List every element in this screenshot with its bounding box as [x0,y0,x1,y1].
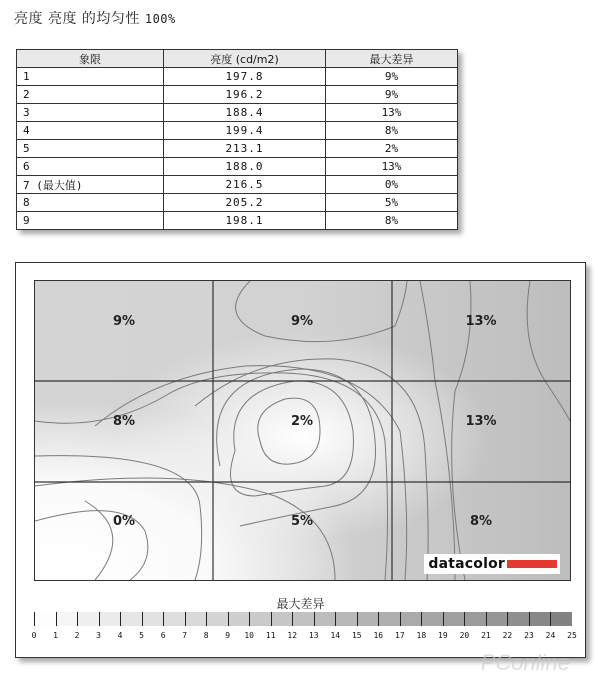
legend-tick: 11 [265,631,276,640]
legend-swatch [271,612,293,626]
legend-tick: 23 [524,631,534,640]
legend-tick: 9 [225,631,231,640]
cell-quadrant: 7 (最大值) [17,176,164,194]
col-header-luminance: 亮度 (cd/m2) [164,50,326,68]
table-row [17,68,458,86]
col-header-max-diff: 最大差异 [326,50,458,68]
quadrant-4-label: 8% [112,414,136,429]
col-header-quadrant: 象限 [17,50,164,68]
cell-quadrant: 1 [17,68,164,86]
quadrant-9-label: 8% [469,514,493,529]
legend-tick: 12 [287,631,298,640]
legend-tick: 18 [416,631,427,640]
legend-tick: 1 [53,631,58,640]
cell-max-diff: 13% [326,158,458,176]
cell-quadrant: 5 [17,140,164,158]
legend-swatch [400,612,422,626]
quadrant-8-label: 5% [290,514,314,529]
legend-swatch [77,612,99,626]
table-row [17,176,458,194]
legend-swatch [249,612,271,626]
legend-tick: 3 [96,631,101,640]
table-row [17,212,458,230]
logo-text: datacolor [428,556,505,572]
table-row [17,194,458,212]
quadrant-2-label: 9% [290,314,314,329]
legend-swatch [464,612,486,626]
cell-luminance: 196.2 [164,86,326,104]
datacolor-logo [424,554,560,574]
grayscale-legend [34,612,572,626]
table-row [17,158,458,176]
legend-swatch [56,612,78,626]
cell-luminance: 216.5 [164,176,326,194]
quadrant-6-label: 13% [465,414,497,429]
legend-swatch [357,612,379,626]
legend-swatch [486,612,508,626]
cell-max-diff: 0% [326,176,458,194]
legend-tick: 4 [117,631,123,640]
cell-luminance: 197.8 [164,68,326,86]
legend-swatch [228,612,250,626]
legend-tick: 17 [395,631,405,640]
uniformity-map-panel [15,262,586,658]
legend-swatch [529,612,551,626]
legend-tick: 22 [502,631,513,640]
legend-tick: 13 [308,631,319,640]
legend-tick: 2 [74,631,80,640]
cell-max-diff: 9% [326,86,458,104]
cell-max-diff: 5% [326,194,458,212]
cell-max-diff: 2% [326,140,458,158]
legend-tick: 0 [31,631,37,640]
cell-max-diff: 13% [326,104,458,122]
legend-tick: 21 [481,631,491,640]
cell-luminance: 205.2 [164,194,326,212]
uniformity-table [16,49,458,230]
legend-tick-labels [31,631,577,643]
logo-red-bar [507,560,557,568]
legend-tick: 8 [203,631,209,640]
cell-max-diff: 8% [326,212,458,230]
legend-tick: 24 [545,631,556,640]
cell-luminance: 213.1 [164,140,326,158]
watermark: PConline [480,650,570,675]
legend-swatch [142,612,164,626]
legend-title: 最大差异 [276,597,325,611]
legend-swatch [314,612,336,626]
table-row [17,104,458,122]
legend-tick: 6 [160,631,166,640]
legend-swatch [507,612,529,626]
legend-tick: 5 [139,631,145,640]
cell-quadrant: 6 [17,158,164,176]
legend-swatch [206,612,228,626]
title-percent: 100% [144,12,176,26]
cell-quadrant: 9 [17,212,164,230]
contour-map [34,280,571,581]
legend-swatch [421,612,443,626]
cell-luminance: 188.4 [164,104,326,122]
table-row [17,140,458,158]
table-row [17,122,458,140]
cell-max-diff: 8% [326,122,458,140]
cell-luminance: 199.4 [164,122,326,140]
legend-tick: 7 [182,631,188,640]
legend-tick: 19 [438,631,448,640]
cell-quadrant: 2 [17,86,164,104]
legend-swatch [443,612,465,626]
legend-swatch [185,612,207,626]
legend-swatch [292,612,314,626]
legend-swatch [550,612,572,626]
page-title [14,8,176,28]
legend-swatch [99,612,121,626]
quadrant-5-label: 2% [290,414,314,429]
title-text: 亮度 亮度 的均匀性 [14,11,140,27]
legend-tick: 25 [567,631,577,640]
cell-luminance: 198.1 [164,212,326,230]
legend-tick: 14 [330,631,341,640]
legend-swatch [163,612,185,626]
legend-tick: 10 [244,631,255,640]
cell-quadrant: 3 [17,104,164,122]
table-header-row [17,50,458,68]
cell-max-diff: 9% [326,68,458,86]
quadrant-7-label: 0% [112,514,136,529]
legend-tick: 15 [351,631,362,640]
legend-swatch [34,612,56,626]
cell-quadrant: 4 [17,122,164,140]
legend-swatch [335,612,357,626]
cell-luminance: 188.0 [164,158,326,176]
legend-swatch [120,612,142,626]
legend-tick: 20 [459,631,470,640]
legend-swatch [378,612,400,626]
legend-tick: 16 [373,631,384,640]
table-row [17,86,458,104]
quadrant-3-label: 13% [465,314,497,329]
quadrant-1-label: 9% [112,314,136,329]
cell-quadrant: 8 [17,194,164,212]
